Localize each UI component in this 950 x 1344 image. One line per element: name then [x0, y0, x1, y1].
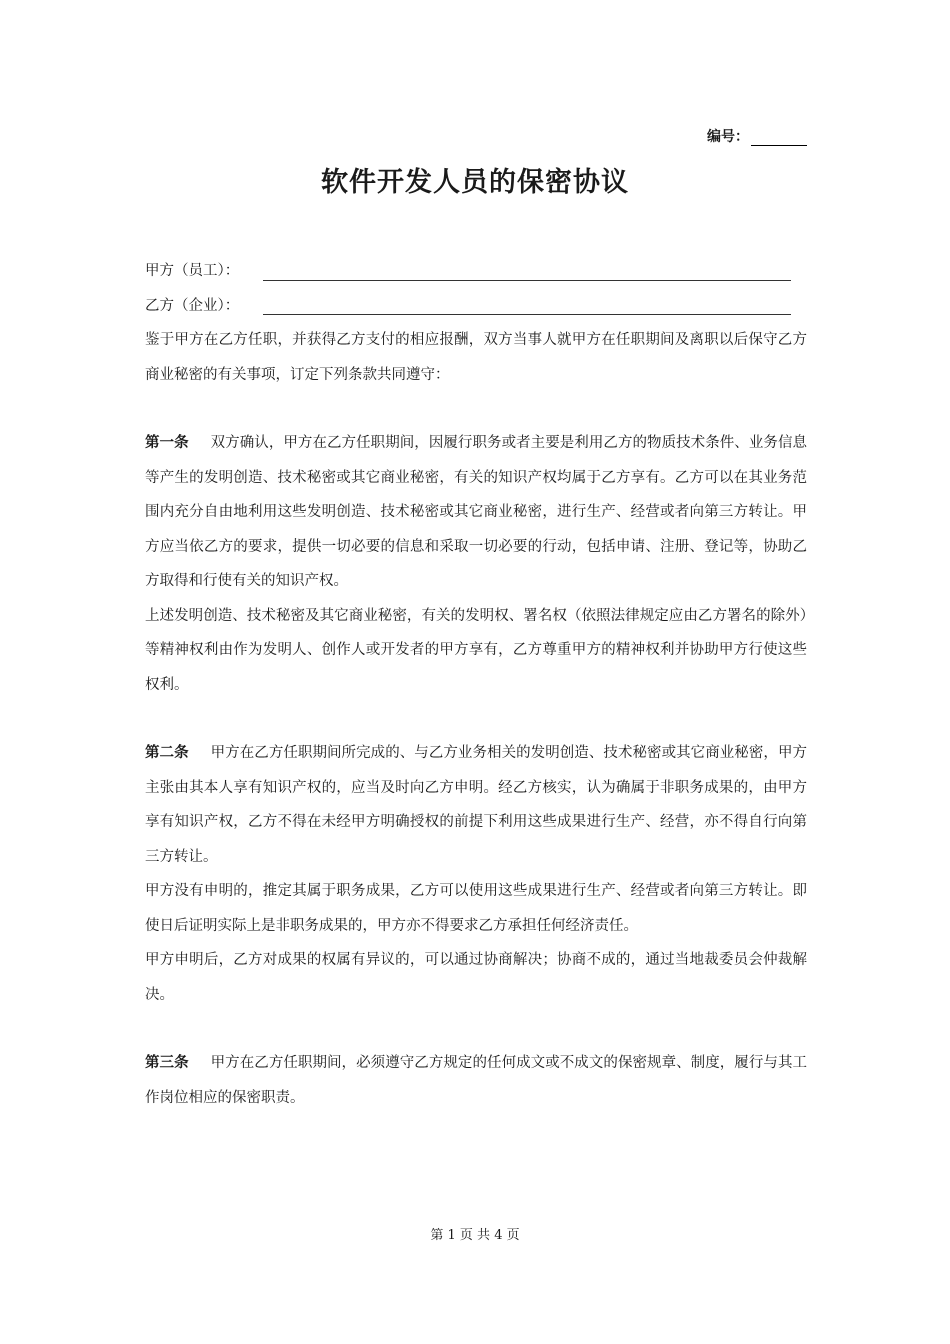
party-b-blank — [263, 292, 791, 315]
article-2-heading: 第二条 — [145, 745, 189, 761]
party-a-label: 甲方（员工）： — [145, 263, 240, 279]
party-a-row — [145, 254, 807, 289]
contract-number-label: 编号： — [707, 129, 749, 145]
document-title: 软件开发人员的保密协议 — [321, 167, 629, 198]
article-1-heading: 第一条 — [145, 435, 189, 451]
contract-number-blank — [751, 131, 807, 146]
contract-number — [707, 126, 807, 146]
page-footer: 第 1 页 共 4 页 — [430, 1228, 520, 1243]
article-1-text-1: 双方确认，甲方在乙方任职期间，因履行职务或者主要是利用乙方的物质技术条件、业务信息等产生的发明创造、技术秘密或其它商业秘密，有关的知识产权均属于乙方享有。乙方可以在其业务范围内充分自由地利用这些发明创造、技术秘密或其它商业秘密，进行生产、经营或者向第三方转让。甲方应当依乙方的要求，提供一切必要的信息和采取一切必要的行动，包括申请、注册、登记等，协助乙方取得和行使有关的知识产权。 — [145, 435, 807, 589]
article-2-para-1 — [145, 736, 807, 874]
article-2-para-2: 甲方没有申明的，推定其属于职务成果，乙方可以使用这些成果进行生产、经营或者向第三方转让。即使日后证明实际上是非职务成果的，甲方亦不得要求乙方承担任何经济责任。 — [145, 883, 807, 934]
article-2-para-3: 甲方申明后，乙方对成果的权属有异议的，可以通过协商解决；协商不成的，通过当地裁委员会仲裁解决。 — [145, 952, 807, 1003]
article-3-heading: 第三条 — [145, 1055, 189, 1071]
party-a-blank — [263, 258, 791, 281]
preamble: 鉴于甲方在乙方任职，并获得乙方支付的相应报酬，双方当事人就甲方在任职期间及离职以后保守乙方商业秘密的有关事项，订定下列条款共同遵守： — [145, 332, 807, 383]
party-b-label: 乙方（企业）： — [145, 297, 240, 314]
article-1-para-1 — [145, 426, 807, 599]
article-3-para-1 — [145, 1046, 807, 1115]
document-body — [145, 254, 807, 1115]
article-3-text-1: 甲方在乙方任职期间，必须遵守乙方规定的任何成文或不成文的保密规章、制度，履行与其工作岗位相应的保密职责。 — [145, 1055, 807, 1106]
party-b-row — [145, 289, 807, 324]
article-1-para-2: 上述发明创造、技术秘密及其它商业秘密，有关的发明权、署名权（依照法律规定应由乙方署名的除外）等精神权利由作为发明人、创作人或开发者的甲方享有，乙方尊重甲方的精神权利并协助甲方行使这些权利。 — [145, 607, 807, 693]
article-2-text-1: 甲方在乙方任职期间所完成的、与乙方业务相关的发明创造、技术秘密或其它商业秘密，甲方主张由其本人享有知识产权的，应当及时向乙方申明。经乙方核实，认为确属于非职务成果的，由甲方享有知识产权，乙方不得在未经甲方明确授权的前提下利用这些成果进行生产、经营，亦不得自行向第三方转让。 — [145, 745, 807, 865]
